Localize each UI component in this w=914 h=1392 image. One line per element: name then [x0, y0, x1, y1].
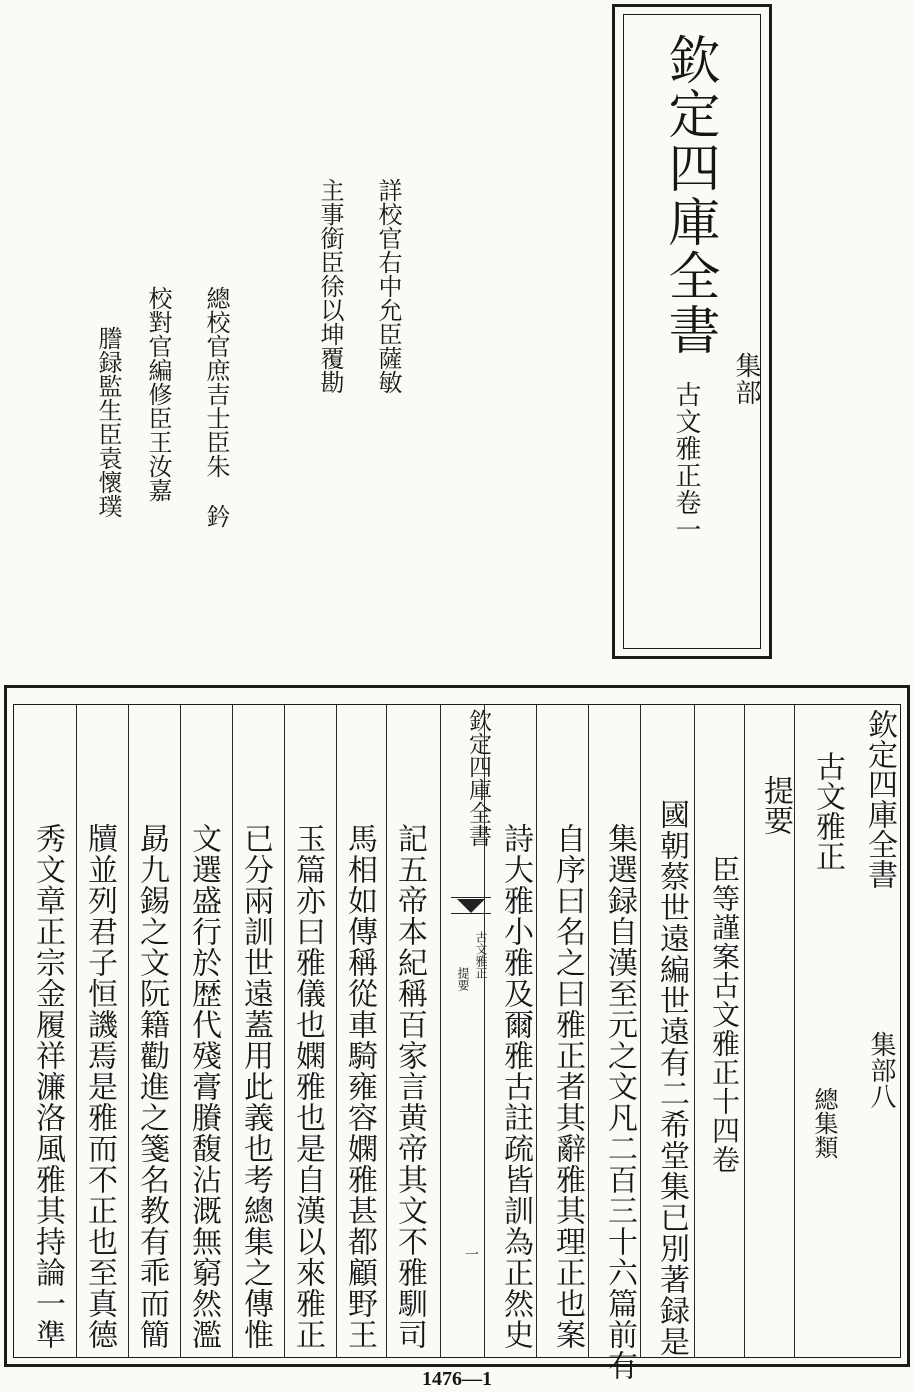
column-rule	[336, 705, 337, 1357]
column-rule	[386, 705, 387, 1357]
body-column-4: 自序曰名之曰雅正者其辭雅其理正也案	[550, 823, 585, 1350]
body-column-13: 秀文章正宗金履祥濂洛風雅其持論一準	[30, 823, 65, 1350]
column-rule	[536, 705, 537, 1357]
column-rule	[76, 705, 77, 1357]
column-rule	[180, 705, 181, 1357]
body-column-8: 玉篇亦曰雅儀也嫻雅也是自漢以來雅正	[290, 823, 325, 1350]
fish-tail-top-line	[451, 897, 491, 898]
body-column-3: 集選録自漢至元之文凡二百三十六篇前有	[602, 823, 637, 1381]
column-rule	[640, 705, 641, 1357]
credit-detail-checker-1-name-end: 敏	[374, 370, 402, 394]
body-column-7: 馬相如傳稱從車騎雍容嫻雅甚都顧野王	[342, 823, 377, 1350]
collection-title: 欽定四庫全書	[659, 33, 719, 357]
center-fold-book: 古文雅正	[474, 931, 488, 979]
body-column-6: 記五帝本紀稱百家言黄帝其文不雅馴司	[392, 823, 427, 1350]
body-column-1: 臣等謹案古文雅正十四卷	[708, 855, 741, 1174]
title-slip	[612, 4, 772, 659]
column-rule	[794, 705, 795, 1357]
column-rule	[588, 705, 589, 1357]
column-rule	[694, 705, 695, 1357]
column-rule	[128, 705, 129, 1357]
credit-detail-checker-2: 主事銜臣徐以坤覆勘	[316, 178, 344, 394]
volume-label: 古文雅正卷一	[671, 381, 701, 543]
credit-detail-checker-1: 詳校官右中允臣薩	[374, 178, 402, 370]
center-fold-sub: 提要	[456, 967, 470, 991]
credit-copyist: 謄録監生臣袁懷璞	[94, 326, 122, 518]
credit-proofreader: 校對官編修臣王汝嘉	[144, 286, 172, 502]
body-column-9: 已分兩訓世遠蓋用此義也考總集之傳惟	[238, 823, 273, 1350]
center-fold-title: 欽定四庫全書	[465, 709, 491, 847]
body-column-5: 詩大雅小雅及爾雅古註疏皆訓為正然史	[498, 823, 533, 1350]
summary-heading: 提要	[758, 775, 793, 835]
body-column-10: 文選盛行於歴代殘膏賸馥沾溉無窮然濫	[186, 823, 221, 1350]
folio-book-title: 古文雅正	[810, 751, 845, 871]
fish-tail-bottom-line	[451, 913, 491, 914]
folio-category: 總集類	[810, 1087, 838, 1159]
column-rule	[232, 705, 233, 1357]
center-fold	[451, 705, 491, 1357]
body-column-11: 勗九錫之文阮籍勸進之箋名教有乖而簡	[134, 823, 169, 1350]
page-number: 1476—1	[422, 1368, 492, 1390]
fish-tail-mark	[457, 899, 485, 913]
column-rule	[744, 705, 745, 1357]
body-column-2: 國朝蔡世遠編世遠有二希堂集已別著録是	[654, 799, 689, 1357]
section-label: 集部	[731, 352, 761, 406]
credit-chief-proofreader-name-end: 鈐	[202, 504, 230, 528]
folio-header-title: 欽定四庫全書	[862, 709, 897, 889]
folio-header-section: 集部八	[866, 1031, 896, 1109]
column-rule	[440, 705, 441, 1357]
body-column-12: 牘並列君子恒譏焉是雅而不正也至真德	[82, 823, 117, 1350]
column-rule	[284, 705, 285, 1357]
center-fold-page: 一	[463, 1247, 479, 1261]
credit-chief-proofreader: 總校官庶吉士臣朱	[202, 286, 230, 478]
